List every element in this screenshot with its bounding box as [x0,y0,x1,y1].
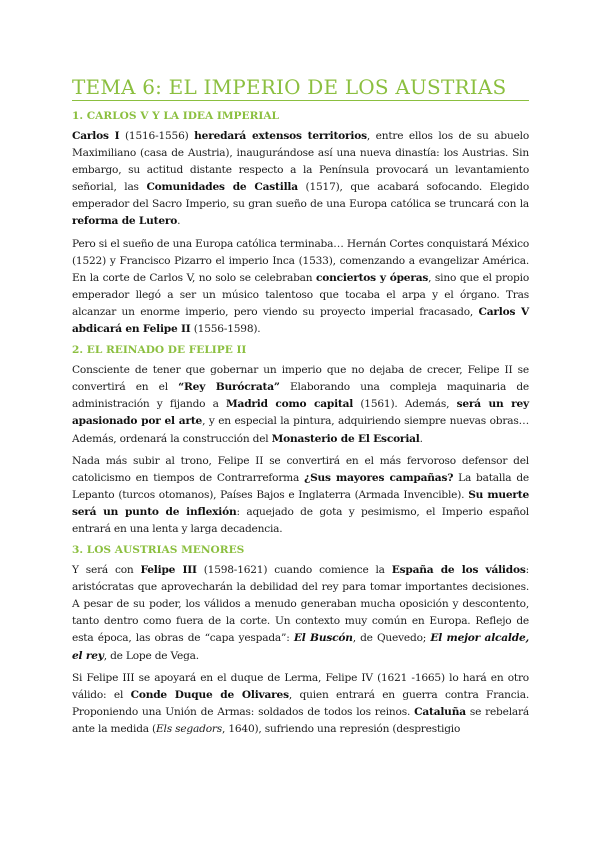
text-run: Pero si el sueño de una Europa católica terminaba… Hernán Cortes conquistará México (1522) y Francisco Pizarro el imperio Inca (1533), comenzando a evangelizar América. En la corte de Carlos V, no solo se celebraban [72,237,529,284]
text-run: (1556-1598). [190,323,261,336]
bold-text: España de los válidos [391,564,526,577]
paragraph [72,453,529,538]
text-run: , y en especial la pintura, adquiriendo siempre nuevas obras… Además, ordenará la construcción del [72,415,529,445]
bold-text: conciertos y óperas [316,271,429,284]
bold-text: “Rey Burócrata” [178,381,280,394]
bold-text: reforma de Lutero [72,215,178,228]
text-run: Si Felipe III se apoyará en el duque de Lerma, Felipe IV (1621 -1665) lo hará en otro válido: el [72,671,529,701]
text-run: , entre ellos los de su abuelo Maximiliano (casa de Austria), inaugurándose así una nueva dinastía: los Austrias. Sin embargo, su actitud distante respecto a la Península provocará un levantamiento señorial, las [72,130,529,194]
text-run: se rebelará ante la medida ( [72,705,529,735]
bold-text: Felipe III [140,564,197,577]
text-run: , de Lope de Vega. [103,649,199,662]
bold-text: Monasterio de El Escorial [271,432,420,445]
text-run: (1561). Además, [353,398,457,411]
document-body [72,109,529,738]
bold-text: Comunidades de Castilla [146,181,298,194]
text-run: , quien entrará en guerra contra Francia. Proponiendo una Unión de Armas: soldados de todos los reinos. [72,688,530,718]
text-run: , de Quevedo; [352,632,431,645]
text-run: . [177,215,181,228]
bold-text: Conde Duque de Olivares [130,688,289,701]
text-run: (1598-1621) cuando comience la [196,564,392,577]
bold-text: será un rey apasionado por el arte [72,398,529,428]
bold-text: El mejor alcalde, el rey [72,632,529,662]
text-run: , 1640), sufriendo una represión (desprestigio [222,722,461,735]
section-heading: 2. EL REINADO DE FELIPE II [72,344,247,357]
text-run: , sino que el propio emperador llegó a ser un músico talentoso que tocaba el arpa y el órgano. Tras alcanzar un enorme imperio, pero viendo su proyecto imperial fracasado, [72,271,529,318]
text-run: : aristócratas que aprovecharán la debilidad del rey para tomar importantes decisiones. A pesar de su poder, los válidos a menudo generaban mucha oposición y descontento, tanto dentro como fuera de la corte. Un contexto muy común en Europa. Reflejo de esta época, las obras de “capa yespada”: [72,564,529,645]
section-heading: 1. CARLOS V Y LA IDEA IMPERIAL [72,110,280,122]
text-run: Nada más subir al trono, Felipe II se convertirá en el más fervoroso defensor del catolicismo en tiempos de Contrarreforma [72,454,529,484]
paragraph [72,562,529,665]
text-run: . [419,432,423,445]
bold-text: ¿Sus mayores campañas? [304,471,454,484]
italic-text: Els segadors [156,722,222,735]
document-page [72,74,529,743]
bold-text: Madrid como capital [226,398,354,411]
text-run: : aquejado de gota y pesimismo, el Imperio español entrará en una lenta y larga decadencia. [72,505,529,535]
paragraph [72,362,529,447]
text-run: Elaborando una compleja maquinaria de administración y fijando a [72,381,529,411]
text-run: Y será con [72,564,141,577]
paragraph [72,128,529,231]
text-run: (1516-1556) [119,130,195,142]
bold-text: Su muerte será un punto de inflexión [72,488,529,518]
paragraph [72,670,529,738]
bold-text: heredará extensos territorios [194,130,367,142]
text-run: (1517), que acabará sofocando. Elegido emperador del Sacro Imperio, su gran sueño de una Europa católica se truncará con la [72,181,529,211]
text-run: Consciente de tener que gobernar un imperio que no dejaba de crecer, Felipe II se convertirá en el [72,364,529,394]
text-run: La batalla de Lepanto (turcos otomanos), Países Bajos e Inglaterra (Armada Invencible). [72,471,529,501]
paragraph [72,236,529,339]
page-title: TEMA 6: EL IMPERIO DE LOS AUSTRIAS [72,74,529,101]
bold-text: Cataluña [414,705,466,718]
bold-text: Carlos I [72,130,120,142]
bold-text: El Buscón [293,632,353,645]
bold-text: Carlos V abdicará en Felipe II [72,305,529,336]
section-heading: 3. LOS AUSTRIAS MENORES [72,544,245,557]
